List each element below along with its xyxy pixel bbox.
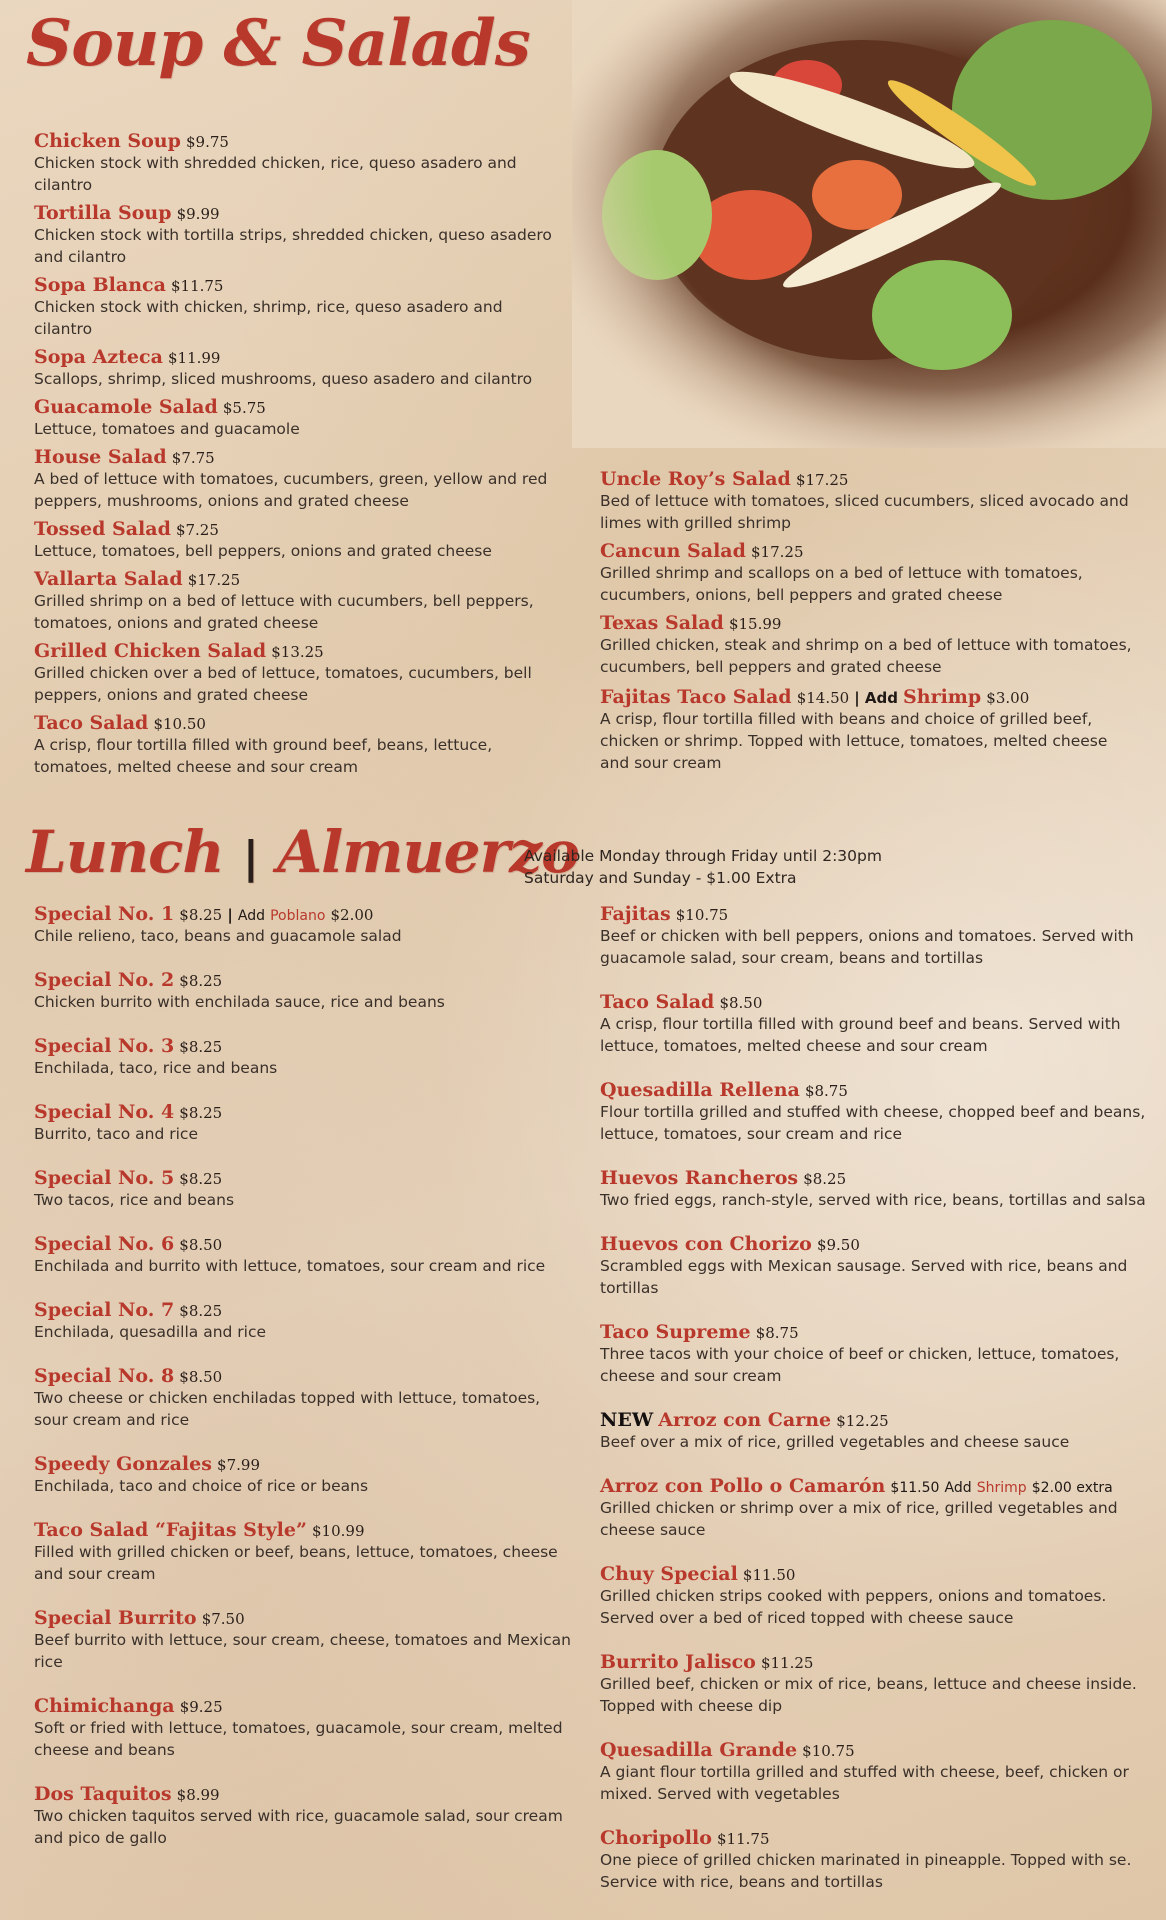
item-name: Fajitas — [600, 903, 671, 925]
item-price: $8.25 — [179, 1170, 223, 1188]
item-description: A bed of lettuce with tomatoes, cucumbers, green, yellow and red peppers, mushrooms, onions and grated cheese — [34, 470, 548, 510]
item-description: A giant flour tortilla grilled and stuffed with cheese, beef, chicken or mixed. Served with vegetables — [600, 1763, 1129, 1803]
item-description: Flour tortilla grilled and stuffed with cheese, chopped beef and beans, lettuce, tomatoes, sour cream and rice — [600, 1103, 1146, 1143]
item-description: Three tacos with your choice of beef or chicken, lettuce, tomatoes, cheese and sour cream — [600, 1345, 1120, 1385]
menu-item — [34, 396, 564, 440]
lunch-left-column — [34, 903, 574, 1871]
menu-item — [600, 612, 1140, 678]
menu-item — [600, 1167, 1150, 1211]
item-price: $11.99 — [167, 349, 221, 367]
item-name: Sopa Blanca — [34, 274, 166, 296]
item-price: $13.25 — [271, 643, 324, 661]
item-description: Grilled chicken over a bed of lettuce, tomatoes, cucumbers, bell peppers, onions and grated cheese — [34, 664, 532, 704]
item-name: Huevos con Chorizo — [600, 1233, 812, 1255]
item-name: Speedy Gonzales — [34, 1453, 212, 1475]
menu-item — [34, 1299, 574, 1343]
lunch-title-separator: | — [242, 832, 258, 883]
item-price: $10.50 — [153, 715, 206, 733]
item-name: Huevos Rancheros — [600, 1167, 799, 1189]
item-name: Taco Salad “Fajitas Style” — [34, 1519, 307, 1541]
item-price: $7.99 — [217, 1456, 260, 1474]
item-name: Vallarta Salad — [34, 568, 183, 590]
item-name: Quesadilla Rellena — [600, 1079, 800, 1101]
item-price: $8.50 — [179, 1236, 223, 1254]
item-price: $12.25 — [836, 1412, 889, 1430]
item-price: $15.99 — [728, 615, 782, 633]
menu-item — [600, 1827, 1150, 1893]
item-description: Grilled shrimp on a bed of lettuce with cucumbers, bell peppers, tomatoes, onions and grated cheese — [34, 592, 534, 632]
item-price: $9.99 — [176, 205, 220, 223]
item-name: Tossed Salad — [34, 518, 171, 540]
availability-weekday: Available Monday through Friday until 2:30pm — [524, 847, 882, 865]
menu-item — [34, 1365, 574, 1431]
item-price: $9.75 — [186, 133, 229, 151]
menu-item — [34, 346, 564, 390]
menu-item — [600, 1079, 1150, 1145]
item-name: House Salad — [34, 446, 167, 468]
item-description: Scallops, shrimp, sliced mushrooms, queso asadero and cilantro — [34, 370, 533, 388]
item-price: $7.75 — [171, 449, 215, 467]
item-name: Cancun Salad — [600, 540, 746, 562]
item-description: Enchilada, taco and choice of rice or beans — [34, 1477, 369, 1495]
item-price: $5.75 — [222, 399, 266, 417]
item-price: $14.50 — [796, 689, 850, 707]
availability-weekend: Saturday and Sunday - $1.00 Extra — [524, 869, 797, 887]
item-name: Uncle Roy’s Salad — [600, 468, 791, 490]
item-name: Guacamole Salad — [34, 396, 218, 418]
item-price: $17.25 — [751, 543, 804, 561]
item-description: Burrito, taco and rice — [34, 1125, 198, 1143]
menu-item — [600, 1409, 1150, 1453]
item-description: One piece of grilled chicken marinated in pineapple. Topped with se. Service with rice, beans and tortillas — [600, 1851, 1132, 1891]
item-name: Special No. 8 — [34, 1365, 175, 1387]
item-description: Chicken burrito with enchilada sauce, rice and beans — [34, 993, 445, 1011]
item-price: $8.75 — [804, 1082, 848, 1100]
item-name: Grilled Chicken Salad — [34, 640, 267, 662]
lunch-title-es: Almuerzo — [277, 818, 579, 886]
item-name: Special No. 3 — [34, 1035, 175, 1057]
menu-item — [34, 640, 564, 706]
menu-item — [34, 518, 564, 562]
item-price: $10.99 — [312, 1522, 365, 1540]
item-name: Chicken Soup — [34, 130, 181, 152]
menu-item — [600, 1651, 1150, 1717]
item-price: $8.50 — [179, 1368, 223, 1386]
item-price: $7.25 — [175, 521, 219, 539]
item-price: $8.25 — [179, 1038, 223, 1056]
lunch-title-en: Lunch — [26, 818, 224, 886]
item-name: Quesadilla Grande — [600, 1739, 798, 1761]
item-price: $8.50 — [719, 994, 763, 1012]
item-description: Two cheese or chicken enchiladas topped with lettuce, tomatoes, sour cream and rice — [34, 1389, 541, 1429]
add-label: Add — [237, 908, 266, 924]
item-description: Soft or fried with lettuce, tomatoes, guacamole, sour cream, melted cheese and beans — [34, 1719, 563, 1759]
add-price: $2.00 extra — [1031, 1480, 1113, 1496]
item-description: Two fried eggs, ranch-style, served with rice, beans, tortillas and salsa — [600, 1191, 1146, 1209]
item-description: Two tacos, rice and beans — [34, 1191, 235, 1209]
item-description: Chicken stock with shredded chicken, rice, queso asadero and cilantro — [34, 154, 517, 194]
separator: | — [854, 689, 860, 707]
item-price: $8.99 — [176, 1786, 220, 1804]
item-name: Tortilla Soup — [34, 202, 172, 224]
item-description: Grilled shrimp and scallops on a bed of lettuce with tomatoes, cucumbers, onions, bell peppers and grated cheese — [600, 564, 1083, 604]
item-price: $17.25 — [795, 471, 849, 489]
item-name: Texas Salad — [600, 612, 724, 634]
new-badge: NEW — [600, 1409, 654, 1431]
menu-item — [34, 446, 564, 512]
menu-item — [600, 903, 1150, 969]
item-price: $8.25 — [179, 1104, 223, 1122]
menu-item — [600, 1321, 1150, 1387]
soup-salads-title: Soup & Salads — [26, 6, 530, 81]
menu-item — [600, 468, 1140, 534]
item-name: Special Burrito — [34, 1607, 197, 1629]
item-price: $8.25 — [179, 1302, 223, 1320]
item-description: Enchilada, quesadilla and rice — [34, 1323, 267, 1341]
item-name: Sopa Azteca — [34, 346, 163, 368]
item-description: Bed of lettuce with tomatoes, sliced cucumbers, sliced avocado and limes with grilled shrimp — [600, 492, 1129, 532]
menu-item — [34, 1607, 574, 1673]
item-description: Grilled chicken or shrimp over a mix of rice, grilled vegetables and cheese sauce — [600, 1499, 1118, 1539]
add-item: Shrimp — [903, 686, 982, 708]
menu-item — [34, 202, 564, 268]
item-description: Grilled chicken, steak and shrimp on a bed of lettuce with tomatoes, cucumbers, bell peppers and grated cheese — [600, 636, 1132, 676]
menu-item — [34, 274, 564, 340]
menu-item — [600, 540, 1140, 606]
menu-item — [34, 568, 564, 634]
item-price: $8.25 — [803, 1170, 847, 1188]
menu-item — [34, 903, 574, 947]
item-name: Fajitas Taco Salad — [600, 686, 792, 708]
item-description: Filled with grilled chicken or beef, beans, lettuce, tomatoes, cheese and sour cream — [34, 1543, 558, 1583]
menu-item — [600, 991, 1150, 1057]
item-description: Grilled chicken strips cooked with peppers, onions and tomatoes. Served over a bed of riced topped with cheese sauce — [600, 1587, 1107, 1627]
item-name: Special No. 2 — [34, 969, 175, 991]
item-description: Beef or chicken with bell peppers, onions and tomatoes. Served with guacamole salad, sour cream, beans and tortillas — [600, 927, 1134, 967]
add-item: Shrimp — [976, 1480, 1027, 1496]
menu-item — [34, 1783, 574, 1849]
item-name: Taco Salad — [34, 712, 149, 734]
item-price: $10.75 — [802, 1742, 855, 1760]
menu-item — [34, 712, 564, 778]
item-price: $11.50 — [890, 1480, 940, 1496]
item-description: Scrambled eggs with Mexican sausage. Served with rice, beans and tortillas — [600, 1257, 1128, 1297]
menu-item — [34, 130, 564, 196]
menu-item — [34, 1453, 574, 1497]
menu-item — [34, 969, 574, 1013]
item-name: Special No. 6 — [34, 1233, 175, 1255]
item-price: $7.50 — [201, 1610, 245, 1628]
item-price: $11.50 — [742, 1566, 796, 1584]
add-price: $2.00 — [330, 906, 374, 924]
menu-item — [34, 1519, 574, 1585]
item-price: $17.25 — [187, 571, 241, 589]
item-description: A crisp, flour tortilla filled with ground beef and beans. Served with lettuce, tomatoes, melted cheese and sour cream — [600, 1015, 1121, 1055]
menu-item — [600, 1233, 1150, 1299]
item-name: Arroz con Pollo o Camarón — [600, 1475, 886, 1497]
item-description: Beef over a mix of rice, grilled vegetables and cheese sauce — [600, 1433, 1070, 1451]
item-description: Chile relieno, taco, beans and guacamole salad — [34, 927, 402, 945]
taco-salad-photo — [572, 0, 1166, 448]
item-description: A crisp, flour tortilla filled with ground beef, beans, lettuce, tomatoes, melted cheese and sour cream — [34, 736, 493, 776]
item-name: Choripollo — [600, 1827, 712, 1849]
item-price: $11.75 — [717, 1830, 770, 1848]
item-name: Special No. 4 — [34, 1101, 175, 1123]
item-price: $11.75 — [170, 277, 224, 295]
item-name: Taco Supreme — [600, 1321, 751, 1343]
item-name: Burrito Jalisco — [600, 1651, 756, 1673]
item-description: Lettuce, tomatoes and guacamole — [34, 420, 300, 438]
menu-item — [600, 1475, 1150, 1541]
item-name: Special No. 1 — [34, 903, 175, 925]
item-price: $8.25 — [179, 972, 223, 990]
separator: | — [227, 906, 233, 924]
soup-right-column — [600, 468, 1140, 774]
item-price: $10.75 — [675, 906, 729, 924]
menu-item — [600, 1739, 1150, 1805]
menu-item — [34, 1695, 574, 1761]
add-item: Poblano — [270, 908, 326, 924]
item-name: Arroz con Carne — [658, 1409, 832, 1431]
item-name: Chuy Special — [600, 1563, 738, 1585]
menu-item — [34, 1101, 574, 1145]
menu-item — [34, 1035, 574, 1079]
item-name: Dos Taquitos — [34, 1783, 172, 1805]
item-price: $9.25 — [179, 1698, 223, 1716]
add-label: Add — [944, 1480, 972, 1496]
lunch-availability — [524, 845, 882, 889]
item-description: Lettuce, tomatoes, bell peppers, onions and grated cheese — [34, 542, 492, 560]
item-description: Beef burrito with lettuce, sour cream, cheese, tomatoes and Mexican rice — [34, 1631, 571, 1671]
add-label: Add — [864, 689, 898, 707]
item-description: Chicken stock with tortilla strips, shredded chicken, queso asadero and cilantro — [34, 226, 552, 266]
item-description: A crisp, flour tortilla filled with beans and choice of grilled beef, chicken or shrimp. Topped with lettuce, tomatoes, melted cheese and sour cream — [600, 710, 1108, 772]
menu-item — [600, 1563, 1150, 1629]
item-name: Special No. 5 — [34, 1167, 175, 1189]
add-price: $3.00 — [986, 689, 1030, 707]
menu-item — [34, 1167, 574, 1211]
item-name: Taco Salad — [600, 991, 715, 1013]
item-price: $8.75 — [755, 1324, 799, 1342]
item-description: Chicken stock with chicken, shrimp, rice, queso asadero and cilantro — [34, 298, 503, 338]
lunch-right-column — [600, 903, 1150, 1915]
menu-item — [600, 686, 1140, 774]
soup-left-column — [34, 130, 564, 784]
item-description: Enchilada and burrito with lettuce, tomatoes, sour cream and rice — [34, 1257, 546, 1275]
item-description: Enchilada, taco, rice and beans — [34, 1059, 278, 1077]
item-name: Special No. 7 — [34, 1299, 175, 1321]
menu-item — [34, 1233, 574, 1277]
item-price: $8.25 — [179, 906, 223, 924]
item-name: Chimichanga — [34, 1695, 175, 1717]
item-description: Two chicken taquitos served with rice, guacamole salad, sour cream and pico de gallo — [34, 1807, 563, 1847]
item-price: $11.25 — [760, 1654, 814, 1672]
lunch-title — [26, 818, 579, 886]
item-description: Grilled beef, chicken or mix of rice, beans, lettuce and cheese inside. Topped with cheese dip — [600, 1675, 1137, 1715]
item-price: $9.50 — [816, 1236, 860, 1254]
